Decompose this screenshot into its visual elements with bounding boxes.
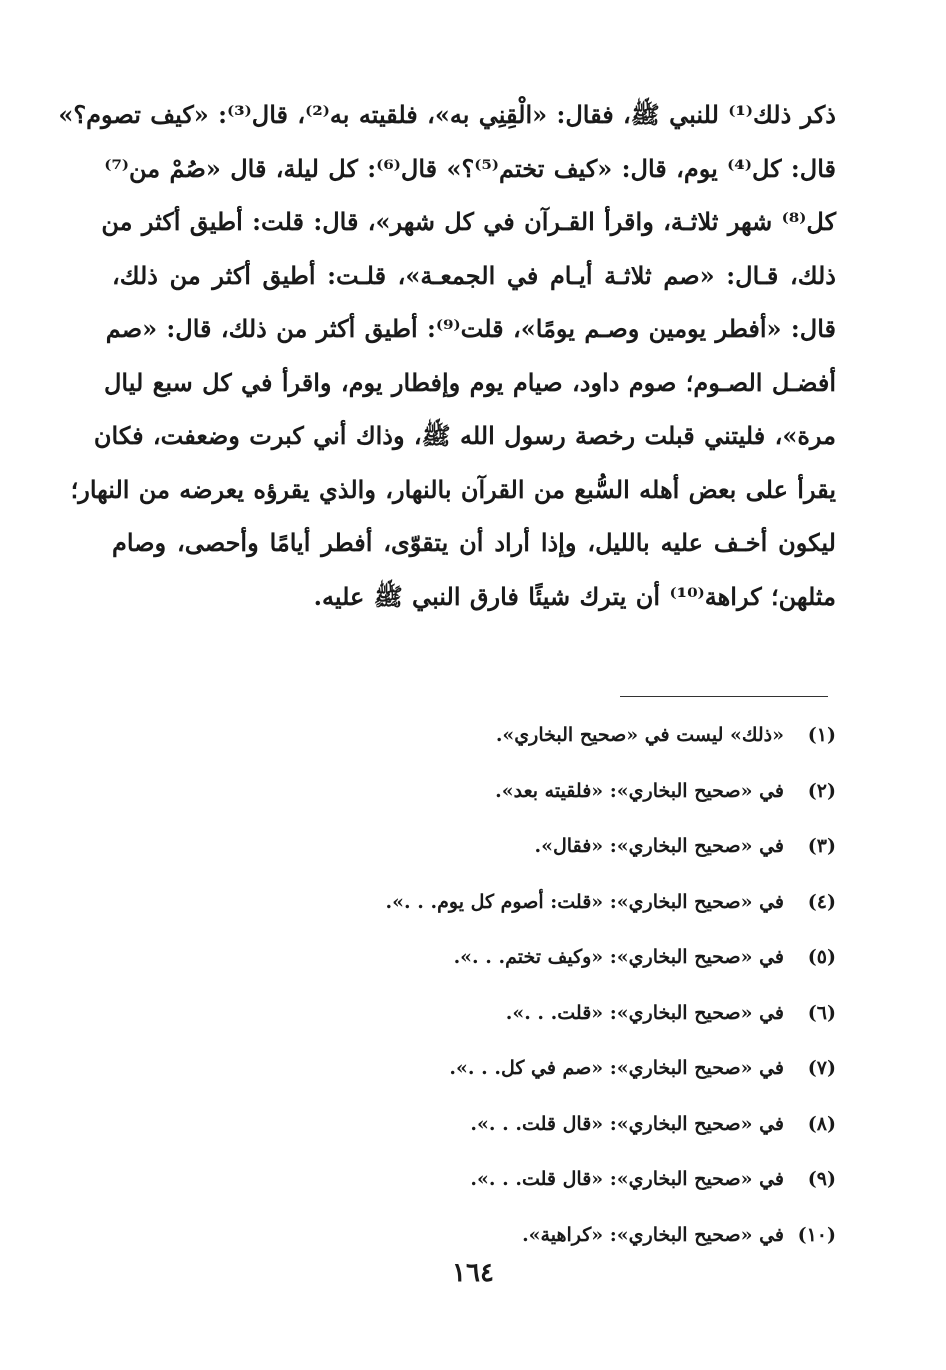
footnote-text: في «صحيح البخاري»: «فلقيته بعد». xyxy=(495,779,784,802)
footnote-text: في «صحيح البخاري»: «قال قلت. . .». xyxy=(470,1112,784,1135)
footnote-item xyxy=(112,1045,836,1101)
footnote-number: (١٠) xyxy=(797,1223,836,1246)
footnote-divider xyxy=(620,696,828,697)
footnote-text: في «صحيح البخاري»: «وكيف تختم. . .». xyxy=(453,946,784,968)
footnote-item xyxy=(112,1101,836,1157)
footnote-number: (٧) xyxy=(807,1057,836,1079)
footnote-number: (٥) xyxy=(807,946,836,968)
main-text xyxy=(58,88,836,623)
text-line-2: قال: كل⁽⁴⁾ يوم، قال: «كيف تختم⁽⁵⁾؟» قال⁽⁶⁾: كل ليلة، قال «صُمْ من⁽⁷⁾ xyxy=(104,153,836,183)
text-line-9: ليكون أخـف عليه بالليل، وإذا أراد أن يتقوّى، أفطر أيامًا وأحصى، وصام xyxy=(112,528,836,557)
text-line-8: يقرأ على بعض أهله السُّبع من القرآن بالنهار، والذي يقرؤه يعرضه من النهار؛ xyxy=(70,474,836,504)
footnote-number: (٦) xyxy=(807,1001,836,1024)
text-line-7: مرة»، فليتني قبلت رخصة رسول الله ﷺ، وذاك أني كبرت وضعفت، فكان xyxy=(93,421,836,450)
text-line-6: أفضـل الصـوم؛ صوم داود، صيام يوم وإفطار يوم، واقرأ في كل سبع ليال xyxy=(103,367,836,397)
footnote-text: في «صحيح البخاري»: «صم في كل. . .». xyxy=(449,1057,784,1079)
text-line-3: كل⁽⁸⁾ شهر ثلاثـة، واقرأ القـرآن في كل شهر»، قال: قلت: أطيق أكثر من xyxy=(101,207,836,236)
footnote-number: (٢) xyxy=(807,779,836,802)
footnote-item xyxy=(112,934,836,990)
footnote-item xyxy=(112,1156,836,1212)
footnote-number: (٩) xyxy=(807,1168,836,1190)
footnote-item xyxy=(112,990,836,1046)
footnote-item xyxy=(112,879,836,935)
footnote-text: في «صحيح البخاري»: «قلت: أصوم كل يوم. . .». xyxy=(385,890,784,913)
footnote-text: في «صحيح البخاري»: «قال قلت. . .». xyxy=(470,1168,784,1190)
text-line-1: ذكر ذلك⁽¹⁾ للنبي ﷺ، فقال: «الْقِنِي به»، فلقيته به⁽²⁾، قال⁽³⁾: «كيف تصوم؟» xyxy=(58,100,836,129)
footnote-number: (١) xyxy=(807,724,836,746)
text-line-5: قال: «أفطر يومين وصـم يومًا»، قلت⁽⁹⁾: أطيق أكثر من ذلك، قال: «صم xyxy=(105,314,836,343)
footnote-item xyxy=(112,823,836,879)
footnote-number: (٣) xyxy=(807,835,836,857)
footnote-number: (٤) xyxy=(807,890,836,913)
page-number: ١٦٤ xyxy=(452,1258,494,1288)
footnote-text: في «صحيح البخاري»: «كراهية». xyxy=(522,1223,784,1246)
footnote-number: (٨) xyxy=(807,1112,836,1135)
text-line-4: ذلك، قـال: «صم ثلاثـة أيـام في الجمعـة»، قلـت: أطيق أكثر من ذلك، xyxy=(112,260,836,290)
footnote-text: «ذلك» ليست في «صحيح البخاري». xyxy=(495,724,784,746)
footnote-item xyxy=(112,712,836,768)
footnote-text: في «صحيح البخاري»: «فقال». xyxy=(534,835,784,857)
footnote-list xyxy=(112,712,836,1267)
text-line-10: مثلهن؛ كراهة⁽¹⁰⁾ أن يترك شيئًا فارق النبي ﷺ عليه. xyxy=(313,581,836,611)
footnote-item xyxy=(112,768,836,824)
footnote-text: في «صحيح البخاري»: «قلت. . .». xyxy=(505,1001,784,1024)
